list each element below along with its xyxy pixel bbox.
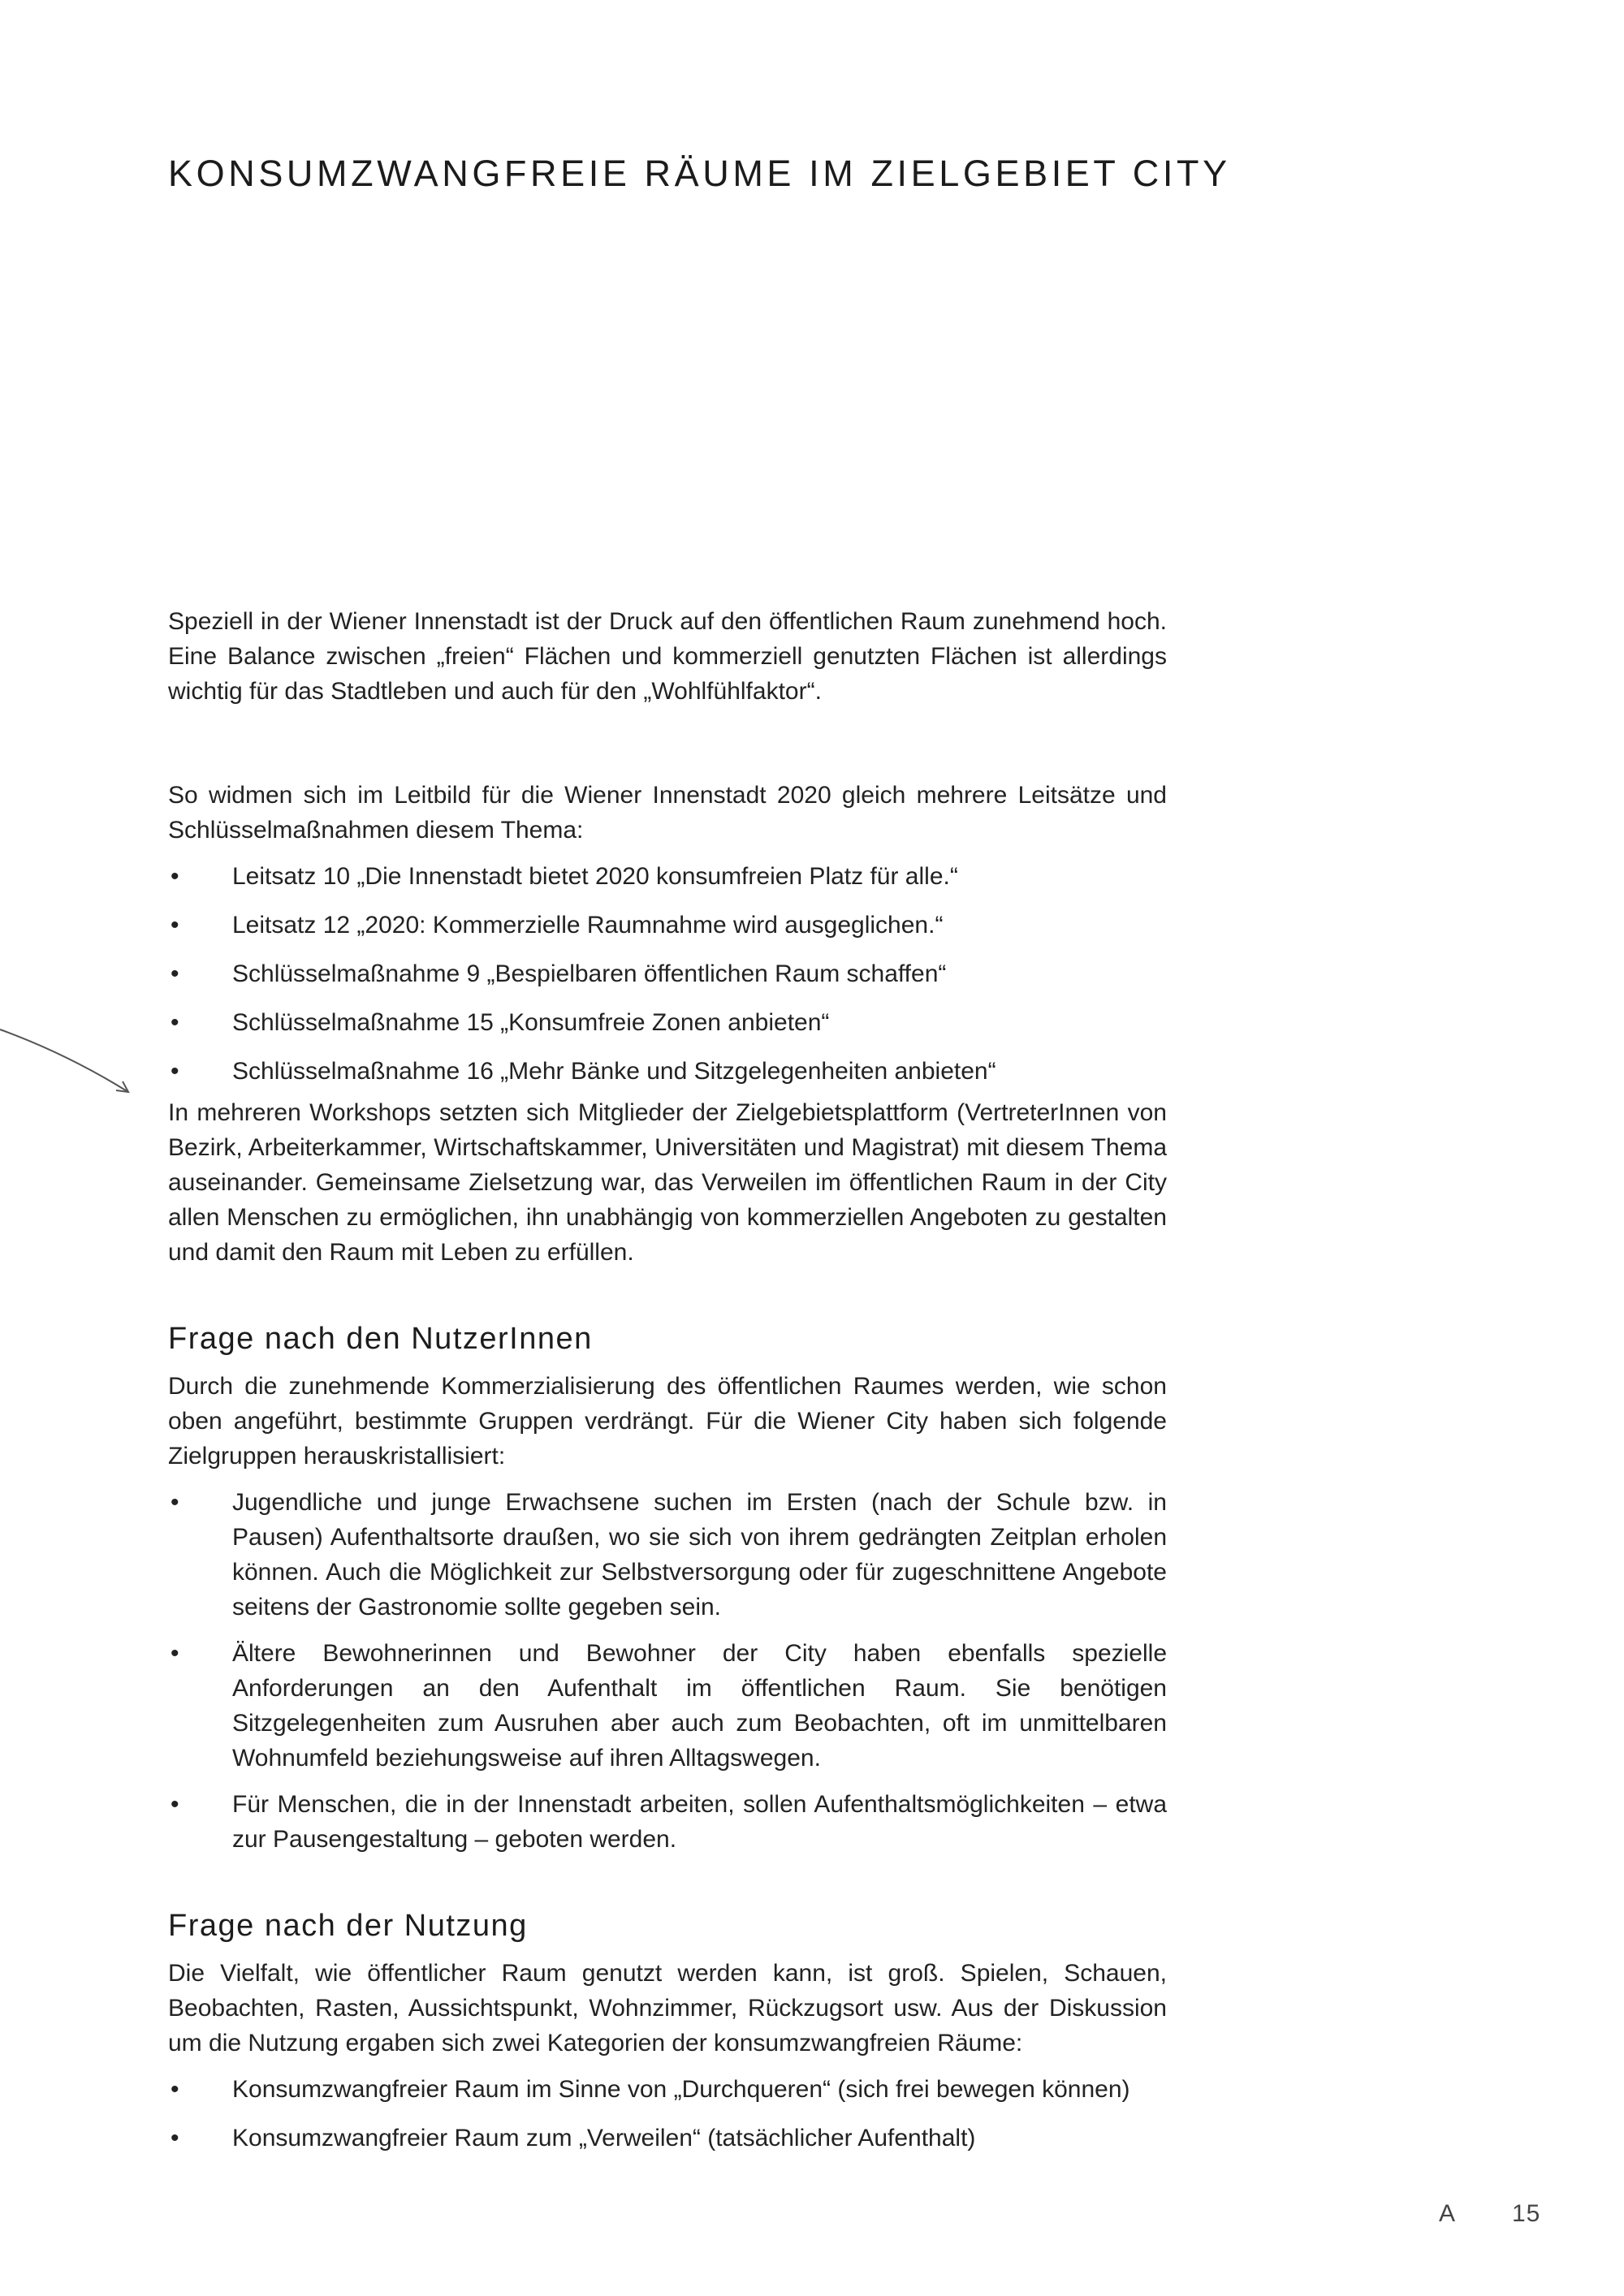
list-item: • Schlüsselmaßnahme 9 „Bespielbaren öffentlichen Raum schaffen“	[168, 956, 1167, 991]
bullet-icon: •	[171, 912, 179, 939]
bullet-icon: •	[171, 1489, 179, 1516]
workshop-paragraph: In mehreren Workshops setzten sich Mitglieder der Zielgebietsplattform (VertreterInnen von Bezirk, Arbeiterkammer, Wirtschaftskammer, Universitäten und Magistrat) mit diesem Thema auseinander. Gemeinsame Zielsetzung war, das Verweilen im öffentlichen Raum in der City allen Menschen zu ermöglichen, ihn unabhängig von kommerziellen Angeboten zu gestalten und damit den Raum mit Leben zu erfüllen.	[168, 1099, 1167, 1266]
list-item: • Konsumzwangfreier Raum im Sinne von „Durchqueren“ (sich frei bewegen können)	[168, 2072, 1167, 2107]
bullet-icon: •	[171, 1791, 179, 1818]
list-item: • Schlüsselmaßnahme 15 „Konsumfreie Zonen anbieten“	[168, 1005, 1167, 1040]
nutzer-paragraph: Durch die zunehmende Kommerzialisierung des öffentlichen Raumes werden, wie schon oben angeführt, bestimmte Gruppen verdrängt. Für die Wiener City haben sich folgende Zielgruppen herauskristallisiert:	[168, 1373, 1167, 1470]
nutzung-paragraph: Die Vielfalt, wie öffentlicher Raum genutzt werden kann, ist groß. Spielen, Schauen, Beobachten, Rasten, Aussichtspunkt, Wohnzimmer, Rückzugsort usw. Aus der Diskussion um die Nutzung ergaben sich zwei Kategorien der konsumzwangfreien Räume:	[168, 1960, 1167, 2056]
bullet-icon: •	[171, 1640, 179, 1667]
section-heading-nutzer: Frage nach den NutzerInnen	[168, 1322, 593, 1356]
bullet-icon: •	[171, 960, 179, 987]
page-title: KONSUMZWANGFREIE RÄUME IM ZIELGEBIET CITY	[168, 153, 1231, 194]
bullet-icon: •	[171, 2125, 179, 2151]
list-item: • Konsumzwangfreier Raum zum „Verweilen“ (tatsächlicher Aufenthalt)	[168, 2121, 1167, 2156]
bullet-icon: •	[171, 1058, 179, 1085]
section-letter: A	[1439, 2200, 1456, 2227]
list-item: • Leitsatz 10 „Die Innenstadt bietet 2020 konsumfreien Platz für alle.“	[168, 859, 1167, 894]
leitbild-list	[168, 859, 1167, 1089]
list-item: • Leitsatz 12 „2020: Kommerzielle Raumnahme wird ausgeglichen.“	[168, 908, 1167, 943]
leitbild-paragraph: So widmen sich im Leitbild für die Wiener Innenstadt 2020 gleich mehrere Leitsätze und Schlüsselmaßnahmen diesem Thema:	[168, 782, 1167, 844]
nutzung-list	[168, 2072, 1167, 2156]
section-heading-nutzung: Frage nach der Nutzung	[168, 1909, 528, 1943]
bullet-icon: •	[171, 1009, 179, 1036]
bullet-icon: •	[171, 863, 179, 890]
nutzer-list	[168, 1485, 1167, 1857]
body-content	[168, 604, 1167, 2169]
intro-paragraph: Speziell in der Wiener Innenstadt ist der Druck auf den öffentlichen Raum zunehmend hoch. Eine Balance zwischen „freien“ Flächen und kommerziell genutzten Flächen ist allerdings wichtig für das Stadtleben und auch für den „Wohlfühlfaktor“.	[168, 608, 1167, 705]
arrow-icon	[0, 1015, 138, 1104]
list-item: • Schlüsselmaßnahme 16 „Mehr Bänke und Sitzgelegenheiten anbieten“	[168, 1054, 1167, 1089]
list-item: • Jugendliche und junge Erwachsene suchen im Ersten (nach der Schule bzw. in Pausen) Aufenthaltsorte draußen, wo sie sich von ihrem gedrängten Zeitplan erholen können. Auch die Möglichkeit zur Selbstversorgung oder für zugeschnittene Angebote seitens der Gastronomie sollte gegeben sein.	[168, 1485, 1167, 1625]
bullet-icon: •	[171, 2076, 179, 2103]
list-item: • Für Menschen, die in der Innenstadt arbeiten, sollen Aufenthaltsmöglichkeiten – etwa zur Pausengestaltung – geboten werden.	[168, 1787, 1167, 1857]
page-number: 15	[1512, 2200, 1541, 2227]
list-item: • Ältere Bewohnerinnen und Bewohner der City haben ebenfalls spezielle Anforderungen an den Aufenthalt im öffentlichen Raum. Sie benötigen Sitzgelegenheiten zum Ausruhen aber auch zum Beobachten, oft im unmittelbaren Wohnumfeld beziehungsweise auf ihren Alltagswegen.	[168, 1636, 1167, 1776]
